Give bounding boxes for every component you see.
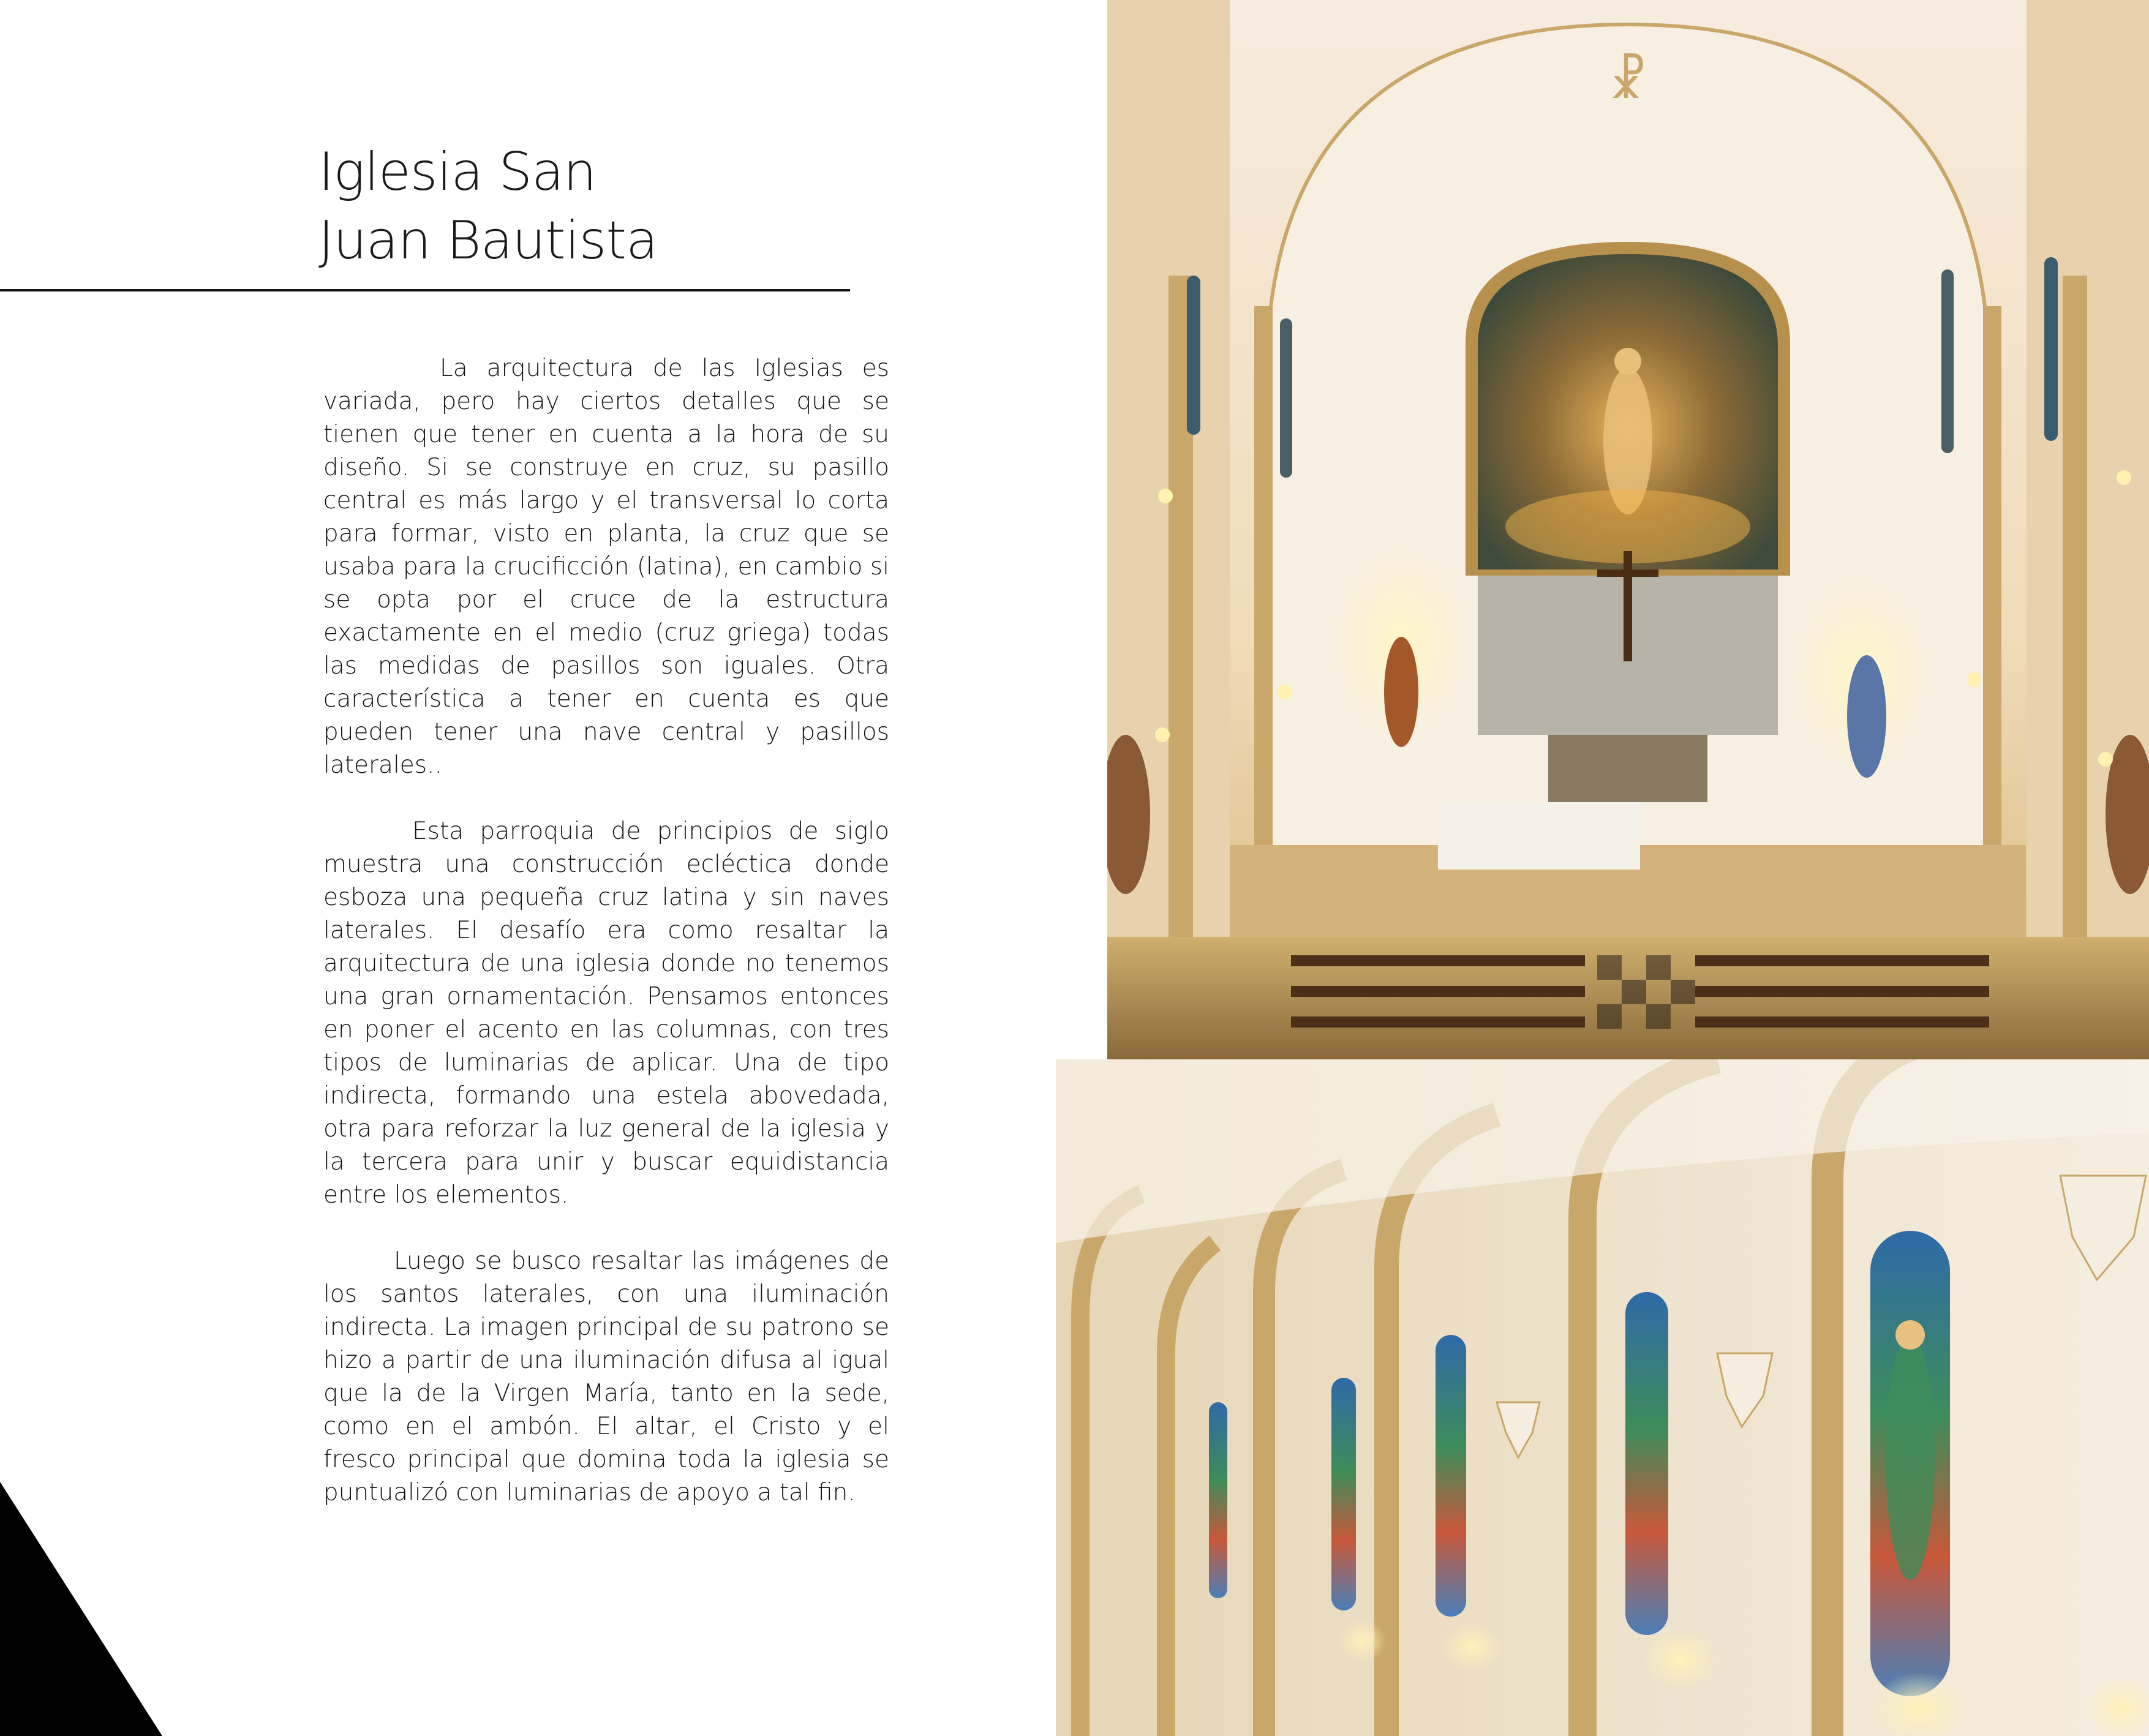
page-title: [318, 138, 658, 275]
svg-text:☧: ☧: [1608, 53, 1647, 110]
church-altar-photo: [1107, 0, 2149, 1059]
title-line-1: Iglesia San: [318, 141, 597, 203]
title-underline: [0, 289, 850, 291]
top-photo: [1107, 0, 2149, 1059]
church-nave-photo: [1056, 1059, 2149, 1736]
bottom-photo: [1056, 1059, 2149, 1736]
paragraph-3: Luego se busco resaltar las imágenes de los santos laterales, con una iluminación indirecta. La imagen principal de su patrono se hizo a partir de una iluminación difusa al igual que la de la Virgen María, tanto en la sede, como en el ambón. El altar, el Cristo y el fresco principal que domina toda la iglesia se puntualizó con luminarias de apoyo a tal fin.: [323, 1247, 889, 1506]
title-line-2: Juan Bautista: [318, 210, 658, 271]
paragraph-2: Esta parroquia de principios de siglo muestra una construcción ecléctica donde esboza una pequeña cruz latina y sin naves laterales. El desafío era como resaltar la arquitectura de una iglesia donde no tenemos una gran ornamentación. Pensamos entonces en poner el acento en las columnas, con tres tipos de luminarias de aplicar. Una de tipo indirecta, formando una estela abovedada, otra para reforzar la luz general de la iglesia y la tercera para unir y buscar equidistancia entre los elementos.: [323, 817, 889, 1209]
article-body: [323, 352, 889, 1542]
corner-triangle-decoration: [0, 1482, 162, 1736]
paragraph-1: La arquitectura de las Iglesias es variada, pero hay ciertos detalles que se tienen que tener en cuenta a la hora de su diseño. Si se construye en cruz, su pasillo central es más largo y el transversal lo corta para formar, visto en planta, la cruz que se usaba para la crucificción (latina), en cambio si se opta por el cruce de la estructura exactamente en el medio (cruz griega) todas las medidas de pasillos son iguales. Otra característica a tener en cuenta es que pueden tener una nave central y pasillos laterales..: [323, 355, 889, 779]
